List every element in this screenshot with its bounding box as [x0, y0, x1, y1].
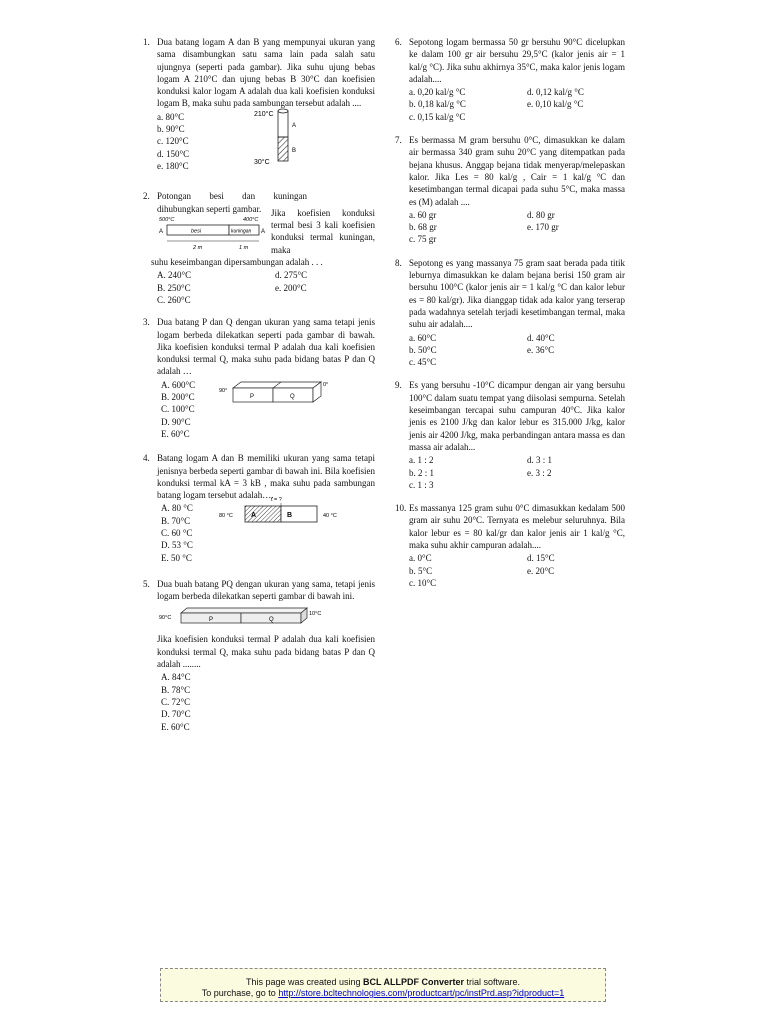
- options-list: [409, 332, 625, 369]
- question-number: 5.: [143, 578, 150, 589]
- fig-left-temp: 80 °C: [219, 513, 233, 520]
- option-b: b. 2 : 1: [409, 467, 435, 478]
- option-d: d. 40°C: [527, 332, 555, 343]
- question-text: Dua batang logam A dan B yang mempunyai ukuran yang sama disambungkan satu sama lain pada salah satu ujungnya (seperti pada gambar). Jika suhu ujung bebas logam A 210°C dan ujung bebas B 30°C dan koefisien konduksi kalor logam A adalah dua kali koefisien konduksi logam B, maka suhu pada sambungan tersebut adalah ....: [157, 37, 375, 109]
- question-9: [395, 379, 625, 491]
- option-c: c. 0,15 kal/g °C: [409, 111, 466, 122]
- question-number: 7.: [395, 135, 402, 146]
- fig-label-a2: A: [261, 228, 266, 235]
- option-d: d. 80 gr: [527, 209, 555, 220]
- option-e: e. 0,10 kal/g °C: [527, 99, 584, 110]
- footer-product-name: BCL ALLPDF Converter: [363, 977, 465, 987]
- option-e: e. 36°C: [527, 344, 555, 355]
- fig-label-q: Q: [269, 617, 274, 624]
- option-a: a. 1 : 2: [409, 455, 434, 466]
- options-list: [409, 209, 625, 246]
- option-e: e. 180°C: [157, 160, 189, 171]
- question-6: [395, 36, 625, 123]
- option-d: d. 0,12 kal/g °C: [527, 87, 584, 98]
- option-e: e. 3 : 2: [527, 467, 552, 478]
- question-5: [143, 578, 375, 733]
- options-list: [409, 454, 625, 491]
- question-text: Potongan besi dan kuningan dihubungkan seperti gambar.: [157, 191, 307, 214]
- fig-label-b: B: [292, 147, 297, 154]
- option-e: E. 60°C: [161, 428, 190, 439]
- options-list: [409, 86, 625, 123]
- figure-bars-pq: [217, 378, 337, 410]
- question-text: Es yang bersuhu -10°C dicampur dengan air yang bersuhu 100°C dalam suatu tempat yang diisolasi sempurna. Setelah keseimbangan tercapai suhu campuran 40°C. Jika kalor jenis es 2100 J/kg dan kalor lebur es 315.000 J/kg, kalor jenis air 4200 J/kg, maka perbandingan antara massa es dan massa air adalah...: [409, 380, 625, 452]
- question-text: Dua batang P dan Q dengan ukuran yang sama tetapi jenis logam berbeda dilekatkan seperti pada gambar di bawah. Jika koefisien konduksi termal P adalah dua kali koefisien konduksi termal Q, maka suhu pada bidang batas P dan Q adalah …: [157, 317, 375, 377]
- question-number: 4.: [143, 453, 150, 464]
- option-b: b. 0,18 kal/g °C: [409, 99, 466, 110]
- question-text-bottom: suhu keseimbangan dipersambungan adalah . . .: [151, 257, 323, 268]
- figure-bars-pq-2: [157, 605, 327, 629]
- fig-right-temp: 10°C: [309, 611, 322, 618]
- fig-kuningan: kuningan: [231, 228, 252, 235]
- option-c: c. 10°C: [409, 577, 437, 588]
- left-column: [143, 36, 375, 744]
- options-list: [157, 379, 217, 440]
- option-b: b. 90°C: [157, 124, 185, 135]
- question-number: 10.: [395, 503, 407, 514]
- option-a: a. 0,20 kal/g °C: [409, 87, 466, 98]
- option-d: d. 150°C: [157, 148, 190, 159]
- option-b: b. 5°C: [409, 565, 433, 576]
- fig-label-b: B: [287, 512, 293, 520]
- option-a: A. 80 °C: [161, 503, 193, 514]
- fig-top-temp: 210°C: [254, 110, 274, 118]
- option-c: c. 120°C: [157, 136, 189, 147]
- option-b: B. 78°C: [161, 684, 191, 695]
- footer-text-post: trial software.: [464, 977, 521, 987]
- purchase-link[interactable]: http://store.bcltechnologies.com/productcart/pc/instPrd.asp?idproduct=1: [278, 988, 565, 998]
- fig-label-p: P: [209, 617, 214, 624]
- question-number: 9.: [395, 380, 402, 391]
- options-list: [157, 269, 375, 306]
- fig-right-temp: 400°C: [243, 216, 259, 223]
- fig-right-temp: 40 °C: [323, 513, 337, 520]
- option-a: a. 60 gr: [409, 209, 437, 220]
- option-b: B. 70°C: [161, 515, 191, 526]
- fig-left-temp: 90°: [219, 387, 228, 394]
- fig-len1: 2 m: [193, 244, 203, 251]
- option-c: c. 45°C: [409, 357, 437, 368]
- question-text: Es bermassa M gram bersuhu 0°C, dimasukkan ke dalam air bermassa 340 gram suhu 20°C yang ditempatkan pada bejana khusus. Anggap bejana tidak menyerap/melepaskan kalor. Jika Les = 80 kal/g , Cair = 1 kal/g °C dan kesetimbangan termal dicapai pada suhu 5°C, maka massa es (M) adalah ....: [409, 135, 625, 207]
- question-10: [395, 502, 625, 589]
- option-e: E. 50 °C: [161, 552, 192, 563]
- question-text: Sepotong es yang massanya 75 gram saat berada pada titik leburnya dimasukkan ke dalam bejana berisi 150 gram air bersuhu 100°C (kalor jenis air = 1 kal/g °C dan kalor lebur es = 80 kal/gr). Jika dianggap tidak ada kalor yang terserap pada wadahnya setelah terjadi kesetimbangan termal, maka suhu air adalah....: [409, 257, 625, 330]
- question-number: 8.: [395, 257, 402, 268]
- options-list: [409, 552, 625, 589]
- footer-purchase-text: To purchase, go to: [201, 988, 279, 998]
- question-text-2: Jika koefisien konduksi termal P adalah dua kali koefisien konduksi termal Q, maka suhu pada bidang batas P dan Q adalah ........: [157, 634, 375, 670]
- right-column: [395, 36, 625, 600]
- fig-label-q: Q: [290, 393, 295, 400]
- option-c: C. 100°C: [161, 404, 195, 415]
- fig-left-temp: 90°C: [159, 615, 172, 622]
- fig-right-temp: 0°: [323, 381, 329, 388]
- option-a: a. 0°C: [409, 553, 432, 564]
- option-c: C. 60 °C: [161, 527, 193, 538]
- question-7: [395, 134, 625, 246]
- option-b: b. 68 gr: [409, 222, 437, 233]
- fig-len2: 1 m: [239, 244, 249, 251]
- fig-t-unknown: t = ?: [271, 497, 282, 504]
- option-b: b. 50°C: [409, 344, 437, 355]
- footer-text-pre: This page was created using: [245, 977, 364, 987]
- question-8: [395, 257, 625, 369]
- figure-besi-kuningan: [157, 215, 269, 253]
- option-e: E. 60°C: [161, 721, 190, 732]
- option-d: D. 53 °C: [161, 540, 193, 551]
- option-d: d. 3 : 1: [527, 455, 553, 466]
- option-d: D. 90°C: [161, 416, 191, 427]
- fig-besi: besi: [191, 228, 202, 235]
- question-text: Batang logam A dan B memiliki ukuran yang sama tetapi jenisnya berbeda seperti gambar di bawah ini. Bila koefisien konduksi termal kA = 3 kB , maka suhu pada sambungan batang logam tersebut adalah….: [157, 453, 375, 501]
- options-list: [157, 671, 375, 732]
- option-c: c. 1 : 3: [409, 479, 434, 490]
- question-text: Es massanya 125 gram suhu 0°C dimasukkan kedalam 500 gram air suhu 20°C. Ternyata es melebur seluruhnya. Bila kalor lebur es = 80 kal/gr dan kalor jenis air 1 kal/g °C, maka suhu akhir campuran adalah....: [409, 503, 625, 550]
- question-3: [143, 316, 375, 440]
- footer-line-2: [161, 988, 605, 999]
- figure-bars-ab: [219, 495, 359, 525]
- question-1: [143, 36, 375, 172]
- option-b: B. 200°C: [161, 392, 195, 403]
- option-a: A. 600°C: [161, 379, 196, 390]
- option-e: e. 170 gr: [527, 222, 559, 233]
- fig-label-a: A: [292, 122, 297, 129]
- option-a: a. 60°C: [409, 332, 437, 343]
- option-a: a. 80°C: [157, 111, 185, 122]
- fig-label-p: P: [250, 393, 255, 400]
- question-number: 6.: [395, 37, 402, 47]
- footer-line-1: [161, 977, 605, 988]
- option-d: d. 275°C: [275, 270, 308, 281]
- option-e: e. 20°C: [527, 565, 555, 576]
- question-number: 2.: [143, 191, 150, 202]
- figure-vertical-rods: [252, 107, 332, 169]
- fig-bottom-temp: 30°C: [254, 158, 270, 166]
- question-number: 3.: [143, 317, 150, 328]
- options-list: [157, 111, 252, 172]
- trial-footer: [160, 968, 606, 1002]
- option-c: C. 72°C: [161, 696, 191, 707]
- question-4: [143, 452, 375, 564]
- question-number: 1.: [143, 37, 150, 47]
- option-a: A. 240°C: [157, 270, 192, 281]
- fig-label-a: A: [251, 512, 257, 520]
- option-b: B. 250°C: [157, 282, 191, 293]
- options-list: [157, 502, 219, 563]
- question-text: Dua buah batang PQ dengan ukuran yang sama, tetapi jenis logam berbeda dilekatkan seperti gambar di bawah ini.: [157, 578, 375, 602]
- option-a: A. 84°C: [161, 672, 191, 683]
- question-2: [143, 190, 375, 306]
- fig-left-temp: 500°C: [159, 216, 175, 223]
- question-text: Sepotong logam bermassa 50 gr bersuhu 90°C dicelupkan ke dalam 100 gr air bersuhu 29,5°C (kalor jenis air = 1 kal/g °C). Jika suhu akhirnya 35°C, maka kalor jenis logam adalah....: [409, 37, 625, 84]
- option-c: c. 75 gr: [409, 234, 437, 245]
- question-text-side: Jika koefisien konduksi termal besi 3 kali koefisien konduksi termal kuningan, maka: [271, 207, 375, 255]
- option-c: C. 260°C: [157, 294, 191, 305]
- fig-label-a1: A: [159, 228, 164, 235]
- option-e: e. 200°C: [275, 282, 307, 293]
- option-d: d. 15°C: [527, 553, 555, 564]
- option-d: D. 70°C: [161, 709, 191, 720]
